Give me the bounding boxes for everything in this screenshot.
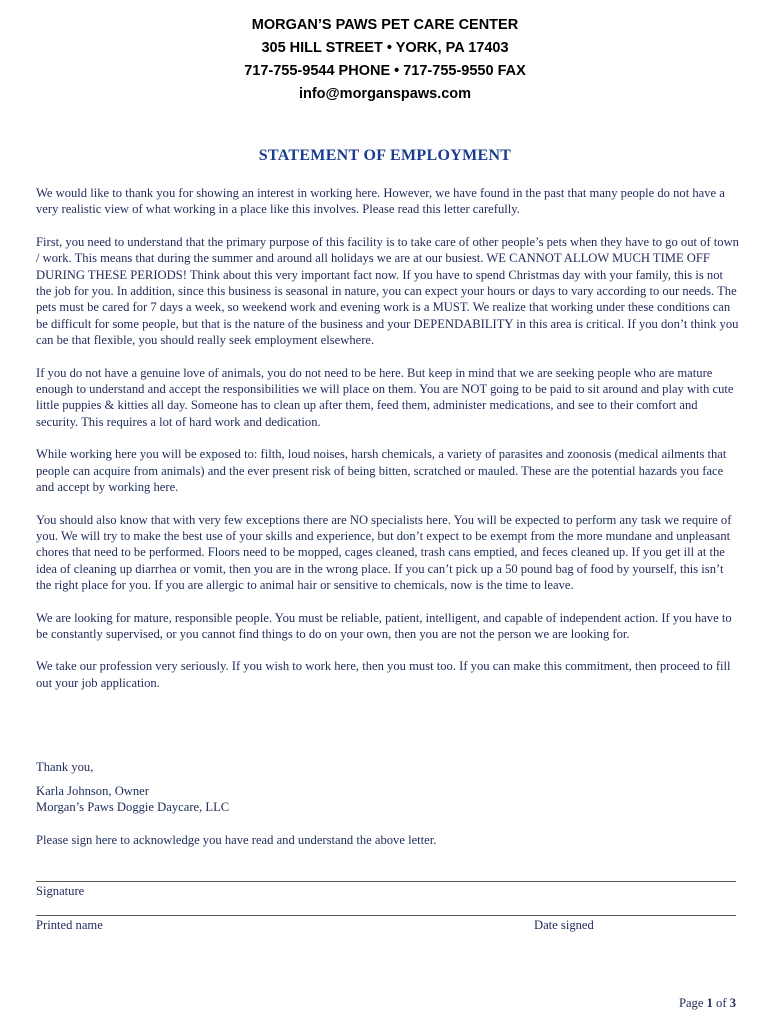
closing-signer: Karla Johnson, Owner [36, 784, 149, 798]
paragraph-love-of-animals: If you do not have a genuine love of animals, you do not need to be here. But keep in mind that we are seeking people who are mature enough to understand and accept the responsibilities we will place on them. You are NOT going to be paid to sit around and play with cute little puppies & kitties all day. Someone has to clean up after them, feed them, administer medications, and see to their comfort and security. This requires a lot of hard work and dedication. [36, 365, 734, 429]
paragraph-commitment: We take our profession very seriously. If you wish to work here, then you must too. If you can make this commitment, then proceed to fill out your job application. [36, 659, 731, 690]
date-signed-label: Date signed [534, 918, 594, 932]
page-number [679, 996, 736, 1011]
signature-label: Signature [36, 884, 85, 898]
of-word: of [716, 996, 727, 1010]
company-name: MORGAN’S PAWS PET CARE CENTER [251, 17, 519, 33]
paragraph-intro: We would like to thank you for showing an interest in working here. However, we have found in the past that many people do not have a very realistic view of what working in a place like this involves. Please read this letter carefully. [36, 186, 725, 217]
page-total: 3 [729, 996, 736, 1010]
paragraph-looking-for: We are looking for mature, responsible people. You must be reliable, patient, intelligent, and capable of independent action. If you have to be constantly supervised, or you cannot find things to do on your own, then you are not the person we are looking for. [36, 610, 732, 641]
company-email: info@morganspaws.com [298, 86, 472, 102]
paragraph-no-specialists: You should also know that with very few exceptions there are NO specialists here. You will be expected to perform any task we require of you. We will try to make the best use of your skills and experience, but don’t expect to be exempt from the more mundane and unpleasant chores that need to be performed. Floors need to be mopped, cages cleaned, trash cans emptied, and feces cleaned up. If you get ill at the idea of cleaning up diarrhea or vomit, then you are in the wrong place. If you can’t pick up a 50 pound bag of food by yourself, this isn’t the right place for you. If you are allergic to animal hair or sensitive to chemicals, now is the time to leave. [36, 512, 732, 593]
page-word: Page [678, 996, 704, 1010]
letterhead [0, 14, 770, 106]
sign-instruction: Please sign here to acknowledge you have read and understand the above letter. [36, 833, 437, 847]
letter-body [36, 185, 740, 707]
company-phones: 717-755-9544 PHONE • 717-755-9550 FAX [244, 63, 526, 79]
paragraph-hazards: While working here you will be exposed to: filth, loud noises, harsh chemicals, a variety of parasites and zoonosis (medical ailments that people can acquire from animals) and the ever present risk of being bitten, scratched or mauled. These are the potential hazards you face and accept by working here. [36, 447, 727, 495]
paragraph-availability: First, you need to understand that the primary purpose of this facility is to take care of other people’s pets when they have to go out of town / work. This means that during the summer and around all holidays we are at our busiest. WE CANNOT ALLOW MUCH TIME OFF DURING THESE PERIODS! Think about this very important fact now. If you have to spend Christmas day with your family, this is not the job for you. In addition, since this business is seasonal in nature, you can expect your hours or days to vary according to our needs. The pets must be cared for 7 days a week, so weekend work and evening work is a MUST. We realize that working under these conditions can be difficult for some people, but that is the nature of the business and your DEPENDABILITY in this area is critical. If you don’t think you can be that flexible, you should really seek employment elsewhere. [36, 234, 739, 348]
page-current: 1 [706, 996, 713, 1010]
company-address: 305 HILL STREET • YORK, PA 17403 [261, 40, 509, 56]
printed-name-line [36, 915, 736, 916]
document-title: STATEMENT OF EMPLOYMENT [258, 147, 512, 164]
printed-name-label: Printed name [36, 918, 103, 932]
closing-thanks: Thank you, [36, 760, 94, 774]
signature-line [36, 881, 736, 882]
closing-company: Morgan’s Paws Doggie Daycare, LLC [36, 800, 230, 814]
